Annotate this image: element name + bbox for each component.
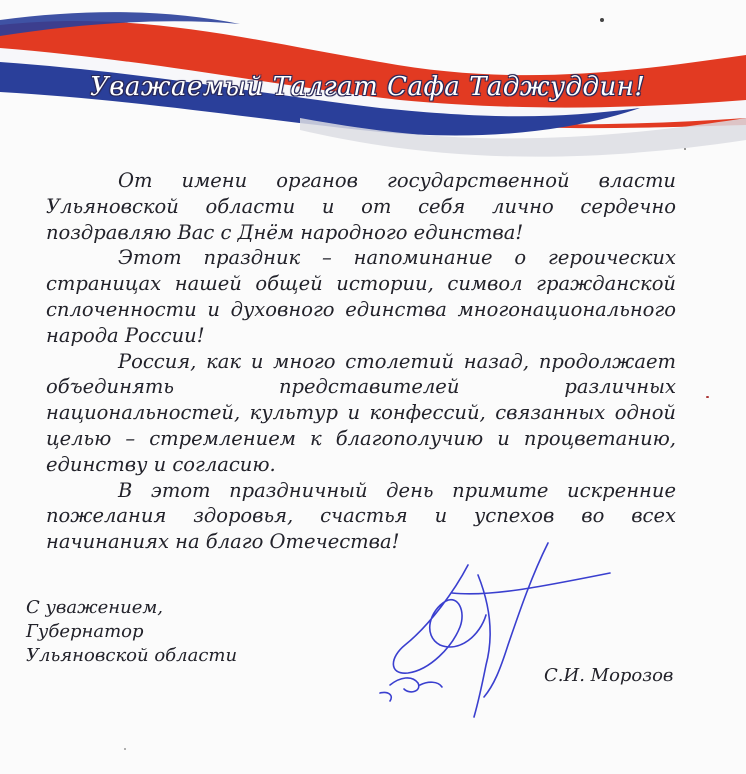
letter-body: [46, 168, 676, 555]
letter-paragraph: Этот праздник – напоминание о героических страницах нашей общей истории, символ гражданской сплоченности и духовного единства многонационального народа России!: [46, 246, 676, 347]
letter-paragraph: Россия, как и много столетий назад, продолжает объединять представителей различных национальностей, культур и конфессий, связанных одной целью – стремлением к благополучию и процветанию, единству и согласию.: [46, 349, 676, 476]
handwritten-signature: [360, 535, 620, 725]
closing-region: Ульяновской области: [26, 645, 238, 666]
paper-speck: [684, 148, 686, 150]
paper-speck: [124, 748, 126, 750]
paper-speck: [706, 396, 709, 398]
closing-position: Губернатор: [26, 621, 144, 642]
paper-speck: [600, 18, 604, 22]
letter-paragraph: От имени органов государственной власти Ульяновской области и от себя лично сердечно поздравляю Вас с Днём народного единства!: [46, 169, 676, 244]
signer-name: С.И. Морозов: [544, 665, 674, 686]
salutation-heading: Уважаемый Талгат Сафа Таджуддин!: [90, 72, 646, 102]
letter-paragraph: В этот праздничный день примите искренние пожелания здоровья, счастья и успехов во всех начинаниях на благо Отечества!: [46, 478, 676, 554]
closing-regards: С уважением,: [26, 597, 164, 618]
closing-block: [26, 596, 237, 668]
